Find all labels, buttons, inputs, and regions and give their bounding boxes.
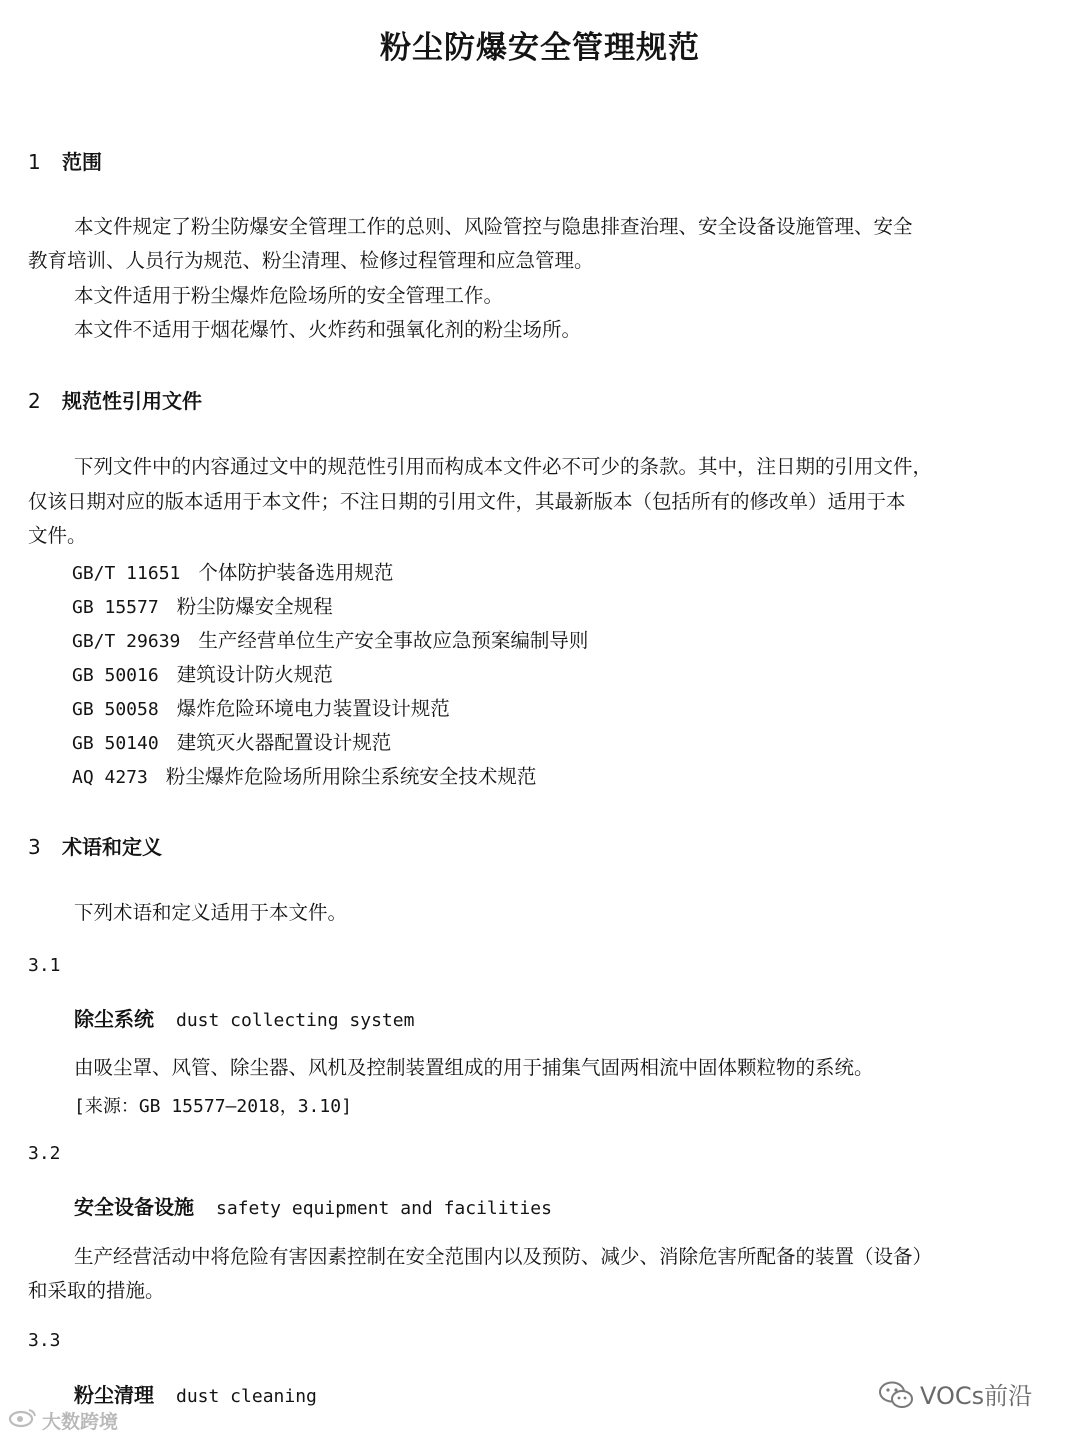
scope-para1-line1: 本文件规定了粉尘防爆安全管理工作的总则、风险管控与隐患排查治理、安全设备设施管理、安全	[74, 215, 913, 238]
refs-intro-line3: 文件。	[28, 524, 87, 547]
term-entry: 除尘系统 dust collecting system	[74, 1007, 415, 1031]
reference-item: GB 50140 建筑灭火器配置设计规范	[72, 731, 392, 754]
term-definition: 生产经营活动中将危险有害因素控制在安全范围内以及预防、减少、消除危害所配备的装置（设备）	[74, 1245, 933, 1268]
section-number: 1	[28, 150, 41, 174]
section-heading-3	[28, 831, 162, 860]
clause-number: 3.3	[28, 1330, 61, 1351]
term-entry: 安全设备设施 safety equipment and facilities	[74, 1195, 552, 1219]
watermark-right-text: VOCs前沿	[920, 1382, 1033, 1410]
refs-intro-line1: 下列文件中的内容通过文中的规范性引用而构成本文件必不可少的条款。其中，注日期的引用文件，	[74, 455, 933, 478]
weibo-icon	[8, 1406, 38, 1433]
section-number: 3	[28, 835, 41, 859]
term-source: [来源：GB 15577—2018，3.10]	[74, 1096, 352, 1117]
reference-item: GB 50058 爆炸危险环境电力装置设计规范	[72, 697, 450, 720]
scope-para3: 本文件不适用于烟花爆竹、火炸药和强氧化剂的粉尘场所。	[74, 318, 582, 341]
refs-intro-line2: 仅该日期对应的版本适用于本文件；不注日期的引用文件，其最新版本（包括所有的修改单）适用于本	[28, 490, 906, 513]
reference-item: GB/T 29639 生产经营单位生产安全事故应急预案编制导则	[72, 629, 589, 652]
watermark-left-text: 大数跨境	[42, 1411, 119, 1433]
watermark-right	[878, 1376, 1032, 1411]
reference-item: GB 15577 粉尘防爆安全规程	[72, 595, 333, 618]
scope-para1-line2: 教育培训、人员行为规范、粉尘清理、检修过程管理和应急管理。	[28, 249, 594, 272]
section-heading-2	[28, 385, 202, 414]
term-definition: 由吸尘罩、风管、除尘器、风机及控制装置组成的用于捕集气固两相流中固体颗粒物的系统。	[74, 1056, 874, 1079]
watermark-left	[8, 1406, 118, 1434]
section-heading-1	[28, 146, 102, 175]
terms-intro: 下列术语和定义适用于本文件。	[74, 901, 348, 924]
document-title: 粉尘防爆安全管理规范	[380, 30, 700, 66]
section-title: 范围	[62, 150, 102, 174]
reference-item: AQ 4273 粉尘爆炸危险场所用除尘系统安全技术规范	[72, 765, 537, 788]
clause-number: 3.2	[28, 1143, 61, 1164]
clause-number: 3.1	[28, 955, 61, 976]
section-title: 术语和定义	[62, 835, 162, 859]
section-title: 规范性引用文件	[62, 389, 202, 413]
wechat-icon	[878, 1380, 914, 1410]
term-entry: 粉尘清理 dust cleaning	[74, 1383, 317, 1407]
scope-para2: 本文件适用于粉尘爆炸危险场所的安全管理工作。	[74, 284, 504, 307]
reference-item: GB 50016 建筑设计防火规范	[72, 663, 333, 686]
section-number: 2	[28, 389, 41, 413]
term-definition-cont: 和采取的措施。	[28, 1279, 165, 1302]
reference-item: GB/T 11651 个体防护装备选用规范	[72, 561, 394, 584]
